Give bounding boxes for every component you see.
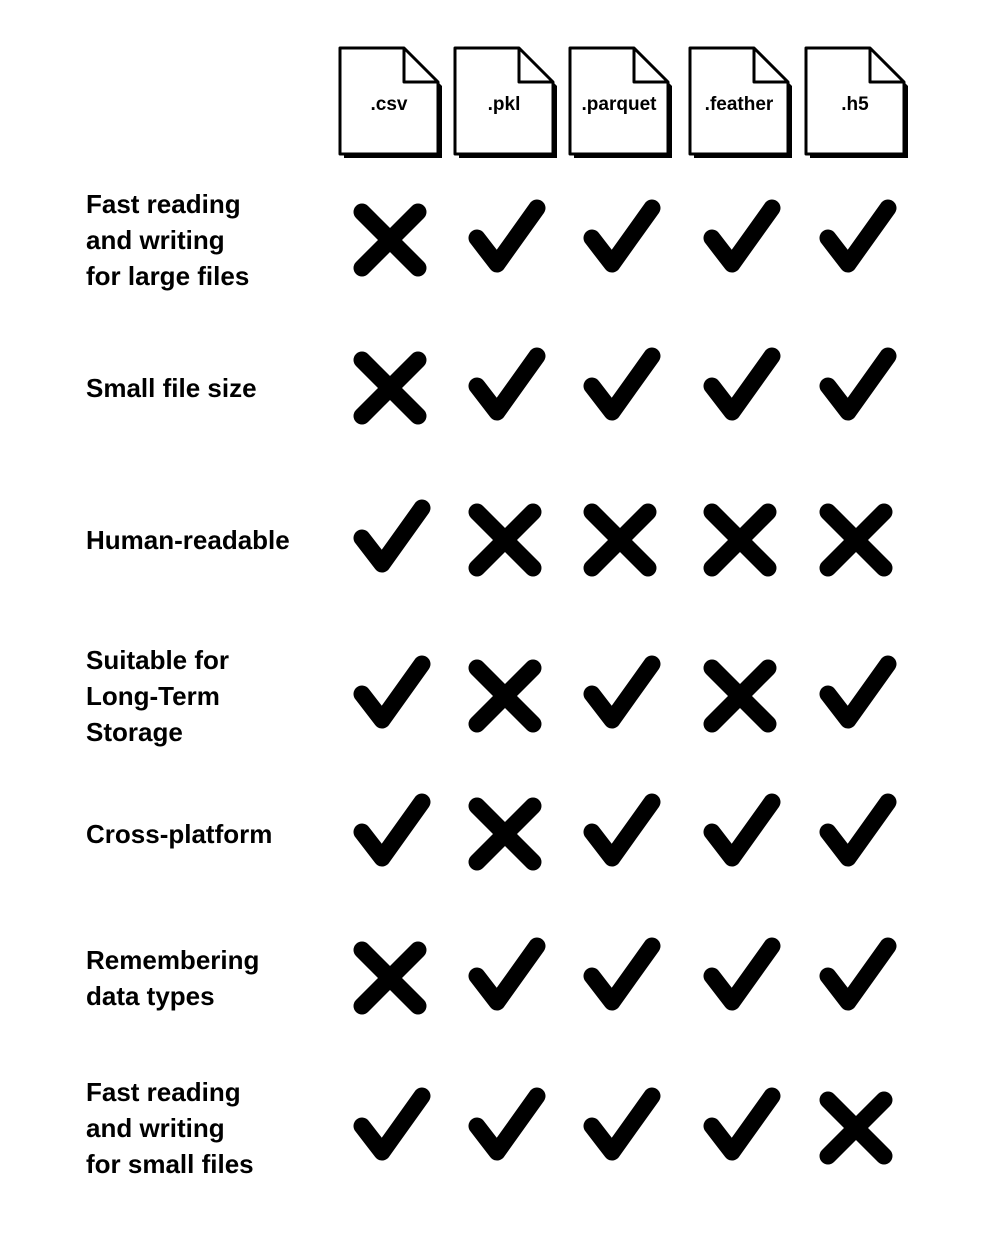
check-icon: [828, 356, 888, 412]
cross-icon: [362, 360, 418, 416]
check-icon: [592, 208, 652, 264]
file-icon: [340, 48, 442, 158]
cross-icon: [362, 212, 418, 268]
feature-row: [86, 802, 888, 862]
check-icon: [712, 946, 772, 1002]
file-icon: [455, 48, 557, 158]
file-icon: [570, 48, 672, 158]
format-label-feather: .feather: [704, 94, 774, 115]
check-icon: [362, 664, 422, 720]
check-icon: [362, 802, 422, 858]
check-icon: [362, 508, 422, 564]
check-icon: [712, 1096, 772, 1152]
check-icon: [828, 664, 888, 720]
feature-label: Human-readable: [86, 525, 290, 555]
cross-icon: [592, 512, 648, 568]
cross-icon: [828, 512, 884, 568]
feature-label: Suitable for: [86, 645, 230, 675]
file-icon: [806, 48, 908, 158]
cross-icon: [477, 512, 533, 568]
feature-label: Remembering: [86, 945, 260, 975]
check-icon: [712, 356, 772, 412]
check-icon: [592, 946, 652, 1002]
check-icon: [828, 802, 888, 858]
feature-row: [86, 189, 888, 291]
format-label-csv: .csv: [370, 94, 408, 115]
feature-label: data types: [86, 981, 215, 1011]
check-icon: [592, 664, 652, 720]
cross-icon: [362, 950, 418, 1006]
check-icon: [592, 802, 652, 858]
feature-label: Cross-platform: [86, 819, 273, 849]
feature-label: Fast reading: [86, 1077, 241, 1107]
feature-label: Fast reading: [86, 189, 241, 219]
feature-label: Long-Term: [86, 681, 220, 711]
check-icon: [828, 208, 888, 264]
check-icon: [712, 802, 772, 858]
cross-icon: [712, 668, 768, 724]
feature-label: and writing: [86, 225, 225, 255]
cross-icon: [828, 1100, 884, 1156]
check-icon: [712, 208, 772, 264]
file-icon: [690, 48, 792, 158]
check-icon: [592, 356, 652, 412]
cross-icon: [477, 806, 533, 862]
feature-label: for large files: [86, 261, 250, 291]
feature-row: [86, 645, 888, 747]
check-icon: [477, 946, 537, 1002]
feature-row: [86, 945, 888, 1011]
file-format-header: [340, 48, 908, 158]
format-label-parquet: .parquet: [581, 94, 657, 115]
feature-label: and writing: [86, 1113, 225, 1143]
check-icon: [477, 208, 537, 264]
feature-label: Small file size: [86, 373, 257, 403]
feature-row: [86, 356, 888, 416]
check-icon: [592, 1096, 652, 1152]
cross-icon: [477, 668, 533, 724]
format-label-pkl: .pkl: [487, 94, 521, 115]
feature-label: Storage: [86, 717, 183, 747]
feature-label: for small files: [86, 1149, 254, 1179]
check-icon: [477, 1096, 537, 1152]
check-icon: [362, 1096, 422, 1152]
check-icon: [828, 946, 888, 1002]
feature-row: [86, 508, 884, 568]
feature-row: [86, 1077, 884, 1179]
feature-rows: [86, 189, 888, 1179]
cross-icon: [712, 512, 768, 568]
format-label-h5: .h5: [841, 94, 869, 115]
check-icon: [477, 356, 537, 412]
